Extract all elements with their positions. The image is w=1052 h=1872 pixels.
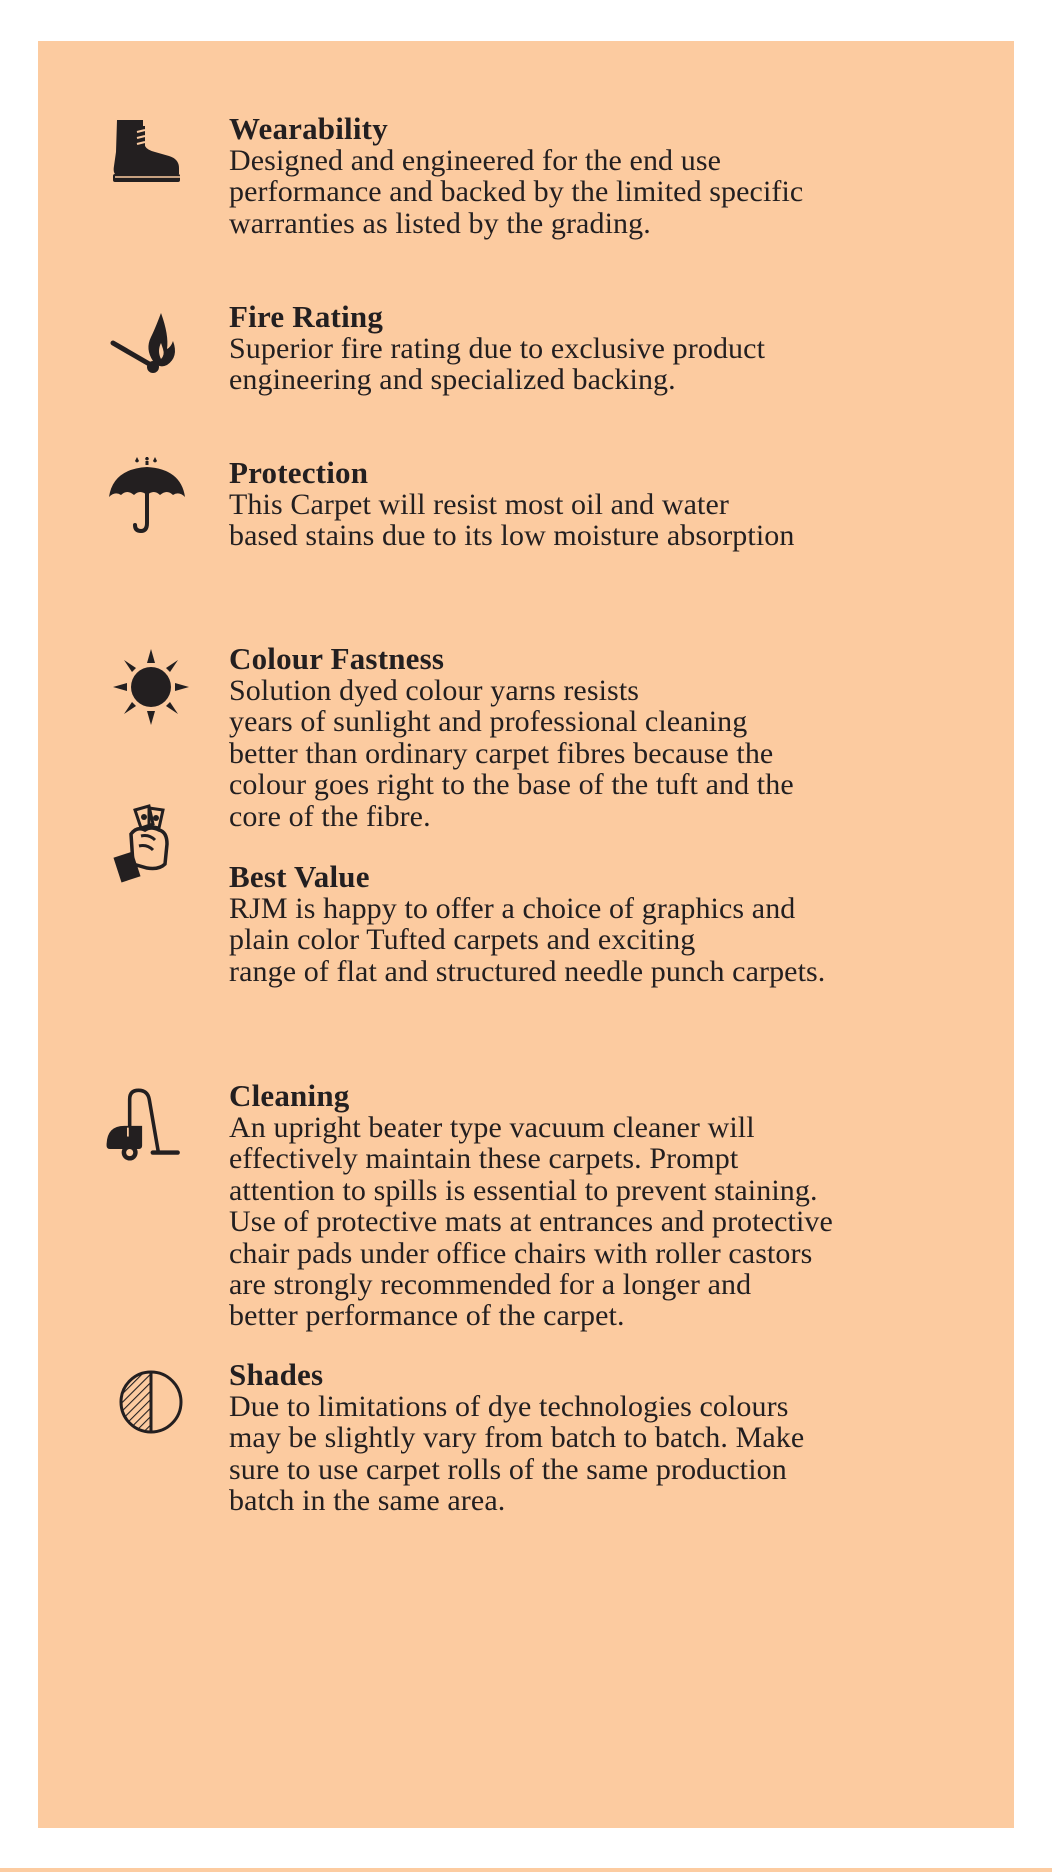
feature-title: Protection: [229, 455, 369, 490]
vacuum-cleaner-icon: [103, 1085, 183, 1165]
feature-description: Due to limitations of dye technologies colours may be slightly vary from batch to batch. Make sure to use carpet rolls of the same production batch in the same area.: [229, 1390, 805, 1518]
bottom-strip: [0, 1868, 1052, 1872]
hand-money-icon: [109, 804, 189, 884]
sun-icon: [111, 647, 191, 727]
feature-description: RJM is happy to offer a choice of graphics and plain color Tufted carpets and exciting range of flat and structured needle punch carpets.: [229, 892, 826, 988]
feature-description: This Carpet will resist most oil and water based stains due to its low moisture absorption: [229, 488, 795, 553]
feature-description: An upright beater type vacuum cleaner will effectively maintain these carpets. Prompt attention to spills is essential to prevent staining. Use of protective mats at entrances and protective chair pads under office chairs with roller castors are strongly recommended for a longer and better performance of the carpet.: [229, 1111, 833, 1333]
match-flame-icon: [107, 307, 187, 387]
feature-title: Wearability: [229, 111, 388, 146]
feature-title: Fire Rating: [229, 299, 384, 334]
umbrella-icon: [107, 457, 187, 537]
feature-description: Superior fire rating due to exclusive product engineering and specialized backing.: [229, 332, 766, 397]
feature-title: Cleaning: [229, 1078, 350, 1113]
boot-icon: [107, 116, 187, 196]
feature-title: Colour Fastness: [229, 641, 445, 676]
feature-description: Solution dyed colour yarns resists years of sunlight and professional cleaning better than ordinary carpet fibres because the colour goes right to the base of the tuft and the core of the fibre.: [229, 674, 794, 833]
half-shade-circle-icon: [111, 1362, 191, 1442]
feature-title: Shades: [229, 1357, 324, 1392]
features-panel: [38, 41, 1014, 1828]
feature-description: Designed and engineered for the end use performance and backed by the limited specific warranties as listed by the grading.: [229, 144, 804, 240]
feature-title: Best Value: [229, 859, 370, 894]
